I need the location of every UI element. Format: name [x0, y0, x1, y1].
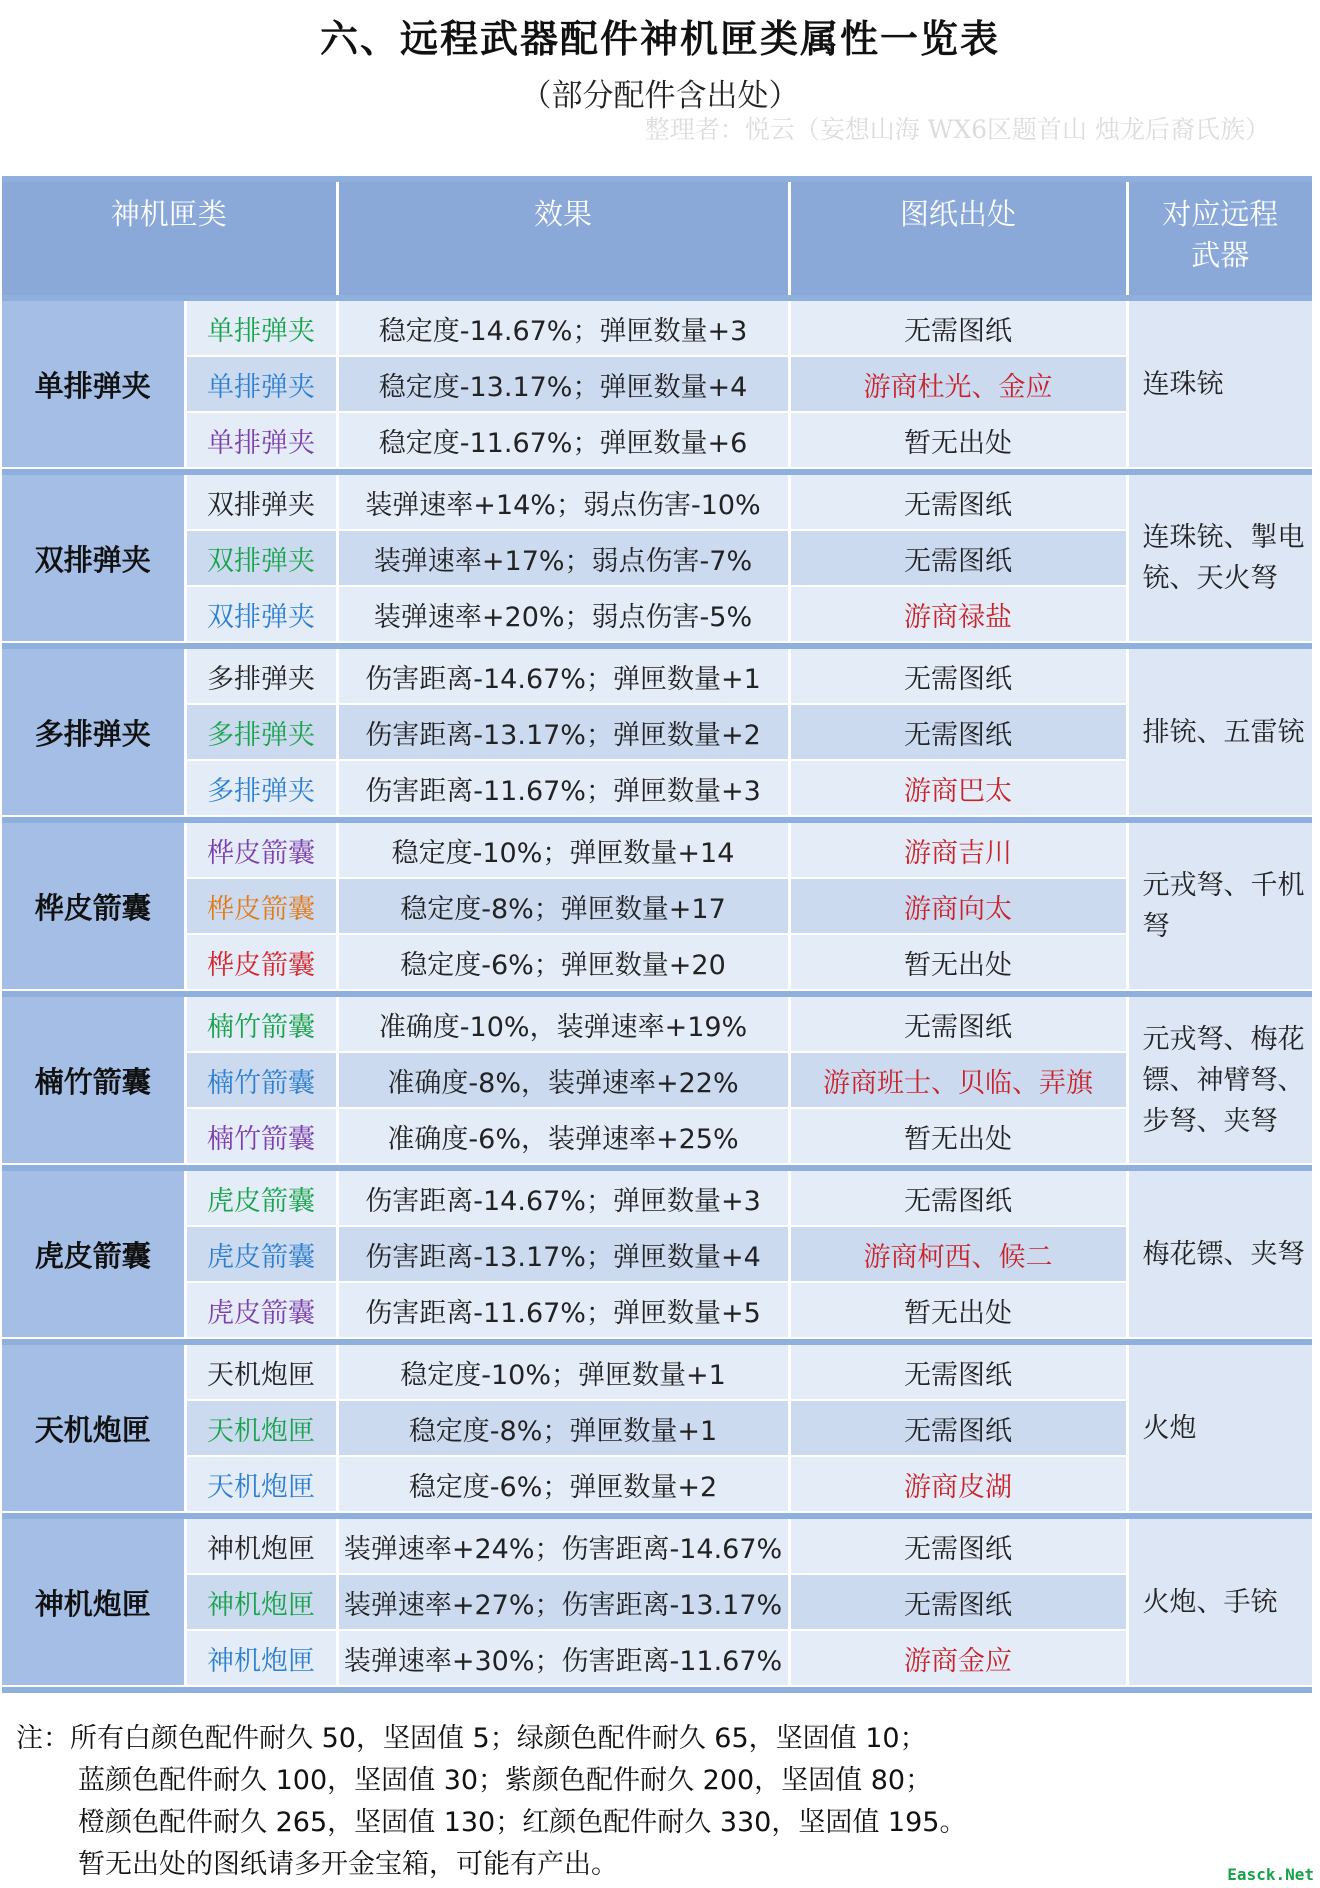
- item-name-cell: 天机炮匣: [185, 1345, 337, 1400]
- item-name-cell: 双排弹夹: [185, 475, 337, 530]
- table-row: [2, 649, 1312, 704]
- header-category: 神机匣类: [2, 182, 337, 295]
- effect-cell: 伤害距离-11.67%；弹匣数量+3: [337, 760, 789, 816]
- table-row: [2, 823, 1312, 878]
- source-cell: 无需图纸: [789, 301, 1127, 356]
- group-separator: [2, 1338, 1312, 1345]
- effect-cell: 装弹速率+20%；弱点伤害-5%: [337, 586, 789, 642]
- group-name-cell: 楠竹箭囊: [2, 997, 185, 1164]
- note-line: 橙颜色配件耐久 265，坚固值 130；红颜色配件耐久 330，坚固值 195。: [78, 1807, 967, 1838]
- item-name-cell: 多排弹夹: [185, 704, 337, 760]
- item-name-cell: 双排弹夹: [185, 530, 337, 586]
- item-name-cell: 多排弹夹: [185, 649, 337, 704]
- table-row: [2, 1519, 1312, 1574]
- weapons-cell: 元戎弩、梅花镖、神臂弩、步弩、夹弩: [1127, 997, 1312, 1164]
- group-separator: [2, 642, 1312, 649]
- page-subtitle: （部分配件含出处）: [520, 78, 800, 114]
- weapons-cell: 连珠铳: [1127, 301, 1312, 468]
- group-name-cell: 多排弹夹: [2, 649, 185, 816]
- source-cell: 无需图纸: [789, 704, 1127, 760]
- table-row: [2, 1456, 1312, 1512]
- effect-cell: 稳定度-8%；弹匣数量+1: [337, 1400, 789, 1456]
- table-row: [2, 1630, 1312, 1686]
- item-name-cell: 楠竹箭囊: [185, 1108, 337, 1164]
- page-title: 六、远程武器配件神机匣类属性一览表: [319, 17, 1000, 61]
- item-name-cell: 天机炮匣: [185, 1400, 337, 1456]
- group-separator: [2, 468, 1312, 475]
- group-separator: [2, 816, 1312, 823]
- source-cell: 无需图纸: [789, 997, 1127, 1052]
- effect-cell: 稳定度-11.67%；弹匣数量+6: [337, 412, 789, 468]
- item-name-cell: 楠竹箭囊: [185, 997, 337, 1052]
- table-row: [2, 704, 1312, 760]
- effect-cell: 伤害距离-13.17%；弹匣数量+4: [337, 1226, 789, 1282]
- group-separator: [2, 1512, 1312, 1519]
- group-name-cell: 虎皮箭囊: [2, 1171, 185, 1338]
- table-row: [2, 301, 1312, 356]
- source-cell: 暂无出处: [789, 412, 1127, 468]
- source-cell: 游商柯西、候二: [789, 1226, 1127, 1282]
- group-separator-cell: [2, 1512, 1312, 1519]
- item-name-cell: 多排弹夹: [185, 760, 337, 816]
- source-cell: 游商杜光、金应: [789, 356, 1127, 412]
- group-separator-cell: [2, 1338, 1312, 1345]
- note-line: 蓝颜色配件耐久 100，坚固值 30；紫颜色配件耐久 200，坚固值 80；: [78, 1765, 933, 1796]
- effect-cell: 稳定度-6%；弹匣数量+20: [337, 934, 789, 990]
- effect-cell: 伤害距离-13.17%；弹匣数量+2: [337, 704, 789, 760]
- source-cell: 游商禄盐: [789, 586, 1127, 642]
- table-row: [2, 412, 1312, 468]
- author-watermark: 整理者：悦云（妄想山海 WX6区题首山 烛龙后裔氏族）: [644, 115, 1270, 144]
- source-cell: 暂无出处: [789, 1108, 1127, 1164]
- attribute-table-wrapper: [2, 176, 1312, 1693]
- table-row: [2, 586, 1312, 642]
- source-cell: 无需图纸: [789, 1171, 1127, 1226]
- header-weapons: [1127, 182, 1312, 295]
- weapons-cell: 元戎弩、千机弩: [1127, 823, 1312, 990]
- source-cell: 游商巴太: [789, 760, 1127, 816]
- table-row: [2, 1052, 1312, 1108]
- group-name-cell: 天机炮匣: [2, 1345, 185, 1512]
- weapons-cell: 火炮、手铳: [1127, 1519, 1312, 1686]
- table-row: [2, 760, 1312, 816]
- effect-cell: 装弹速率+30%；伤害距离-11.67%: [337, 1630, 789, 1686]
- note-line: 注：所有白颜色配件耐久 50，坚固值 5；绿颜色配件耐久 65，坚固值 10；: [16, 1723, 927, 1754]
- effect-cell: 伤害距离-14.67%；弹匣数量+1: [337, 649, 789, 704]
- source-cell: 无需图纸: [789, 1345, 1127, 1400]
- source-cell: 无需图纸: [789, 649, 1127, 704]
- effect-cell: 伤害距离-14.67%；弹匣数量+3: [337, 1171, 789, 1226]
- group-separator-cell: [2, 816, 1312, 823]
- table-row: [2, 878, 1312, 934]
- effect-cell: 准确度-10%，装弹速率+19%: [337, 997, 789, 1052]
- table-row: [2, 934, 1312, 990]
- weapons-cell: 梅花镖、夹弩: [1127, 1171, 1312, 1338]
- item-name-cell: 桦皮箭囊: [185, 934, 337, 990]
- table-row: [2, 1171, 1312, 1226]
- item-name-cell: 桦皮箭囊: [185, 878, 337, 934]
- header-weapons-label: 对应远程武器: [1162, 197, 1279, 272]
- effect-cell: 稳定度-14.67%；弹匣数量+3: [337, 301, 789, 356]
- weapons-cell: 火炮: [1127, 1345, 1312, 1512]
- header-source: 图纸出处: [789, 182, 1127, 295]
- table-row: [2, 1345, 1312, 1400]
- table-row: [2, 997, 1312, 1052]
- effect-cell: 装弹速率+24%；伤害距离-14.67%: [337, 1519, 789, 1574]
- source-cell: 游商向太: [789, 878, 1127, 934]
- table-header-row: [2, 182, 1312, 295]
- table-row: [2, 1108, 1312, 1164]
- effect-cell: 准确度-6%，装弹速率+25%: [337, 1108, 789, 1164]
- table-row: [2, 1226, 1312, 1282]
- source-cell: 游商皮湖: [789, 1456, 1127, 1512]
- group-name-cell: 神机炮匣: [2, 1519, 185, 1686]
- attribute-table: [2, 182, 1312, 1687]
- effect-cell: 装弹速率+17%；弱点伤害-7%: [337, 530, 789, 586]
- effect-cell: 稳定度-13.17%；弹匣数量+4: [337, 356, 789, 412]
- effect-cell: 装弹速率+27%；伤害距离-13.17%: [337, 1574, 789, 1630]
- source-cell: 暂无出处: [789, 1282, 1127, 1338]
- item-name-cell: 单排弹夹: [185, 356, 337, 412]
- table-row: [2, 475, 1312, 530]
- group-name-cell: 桦皮箭囊: [2, 823, 185, 990]
- table-row: [2, 1400, 1312, 1456]
- effect-cell: 装弹速率+14%；弱点伤害-10%: [337, 475, 789, 530]
- group-separator: [2, 1164, 1312, 1171]
- effect-cell: 伤害距离-11.67%；弹匣数量+5: [337, 1282, 789, 1338]
- item-name-cell: 虎皮箭囊: [185, 1171, 337, 1226]
- group-name-cell: 单排弹夹: [2, 301, 185, 468]
- source-cell: 无需图纸: [789, 475, 1127, 530]
- effect-cell: 稳定度-8%；弹匣数量+17: [337, 878, 789, 934]
- weapons-cell: 连珠铳、掣电铳、天火弩: [1127, 475, 1312, 642]
- group-separator-cell: [2, 642, 1312, 649]
- item-name-cell: 神机炮匣: [185, 1630, 337, 1686]
- effect-cell: 准确度-8%，装弹速率+22%: [337, 1052, 789, 1108]
- source-cell: 游商金应: [789, 1630, 1127, 1686]
- table-row: [2, 1574, 1312, 1630]
- source-cell: 暂无出处: [789, 934, 1127, 990]
- item-name-cell: 双排弹夹: [185, 586, 337, 642]
- table-row: [2, 530, 1312, 586]
- group-separator-cell: [2, 990, 1312, 997]
- header-effect: 效果: [337, 182, 789, 295]
- item-name-cell: 神机炮匣: [185, 1574, 337, 1630]
- group-separator-cell: [2, 1164, 1312, 1171]
- group-separator: [2, 990, 1312, 997]
- item-name-cell: 桦皮箭囊: [185, 823, 337, 878]
- source-cell: 无需图纸: [789, 1574, 1127, 1630]
- item-name-cell: 天机炮匣: [185, 1456, 337, 1512]
- effect-cell: 稳定度-6%；弹匣数量+2: [337, 1456, 789, 1512]
- source-cell: 无需图纸: [789, 1519, 1127, 1574]
- site-watermark: Easck.Net: [1227, 1865, 1314, 1884]
- group-separator-cell: [2, 468, 1312, 475]
- effect-cell: 稳定度-10%；弹匣数量+1: [337, 1345, 789, 1400]
- source-cell: 游商班士、贝临、弄旗: [789, 1052, 1127, 1108]
- source-cell: 无需图纸: [789, 530, 1127, 586]
- effect-cell: 稳定度-10%；弹匣数量+14: [337, 823, 789, 878]
- item-name-cell: 单排弹夹: [185, 301, 337, 356]
- table-row: [2, 1282, 1312, 1338]
- source-cell: 游商吉川: [789, 823, 1127, 878]
- table-row: [2, 356, 1312, 412]
- table-body: [2, 295, 1312, 1686]
- item-name-cell: 虎皮箭囊: [185, 1226, 337, 1282]
- note-line: 暂无出处的图纸请多开金宝箱，可能有产出。: [78, 1849, 618, 1880]
- source-cell: 无需图纸: [789, 1400, 1127, 1456]
- item-name-cell: 单排弹夹: [185, 412, 337, 468]
- weapons-cell: 排铳、五雷铳: [1127, 649, 1312, 816]
- item-name-cell: 楠竹箭囊: [185, 1052, 337, 1108]
- notes-section: [16, 1718, 1306, 1886]
- group-name-cell: 双排弹夹: [2, 475, 185, 642]
- item-name-cell: 虎皮箭囊: [185, 1282, 337, 1338]
- item-name-cell: 神机炮匣: [185, 1519, 337, 1574]
